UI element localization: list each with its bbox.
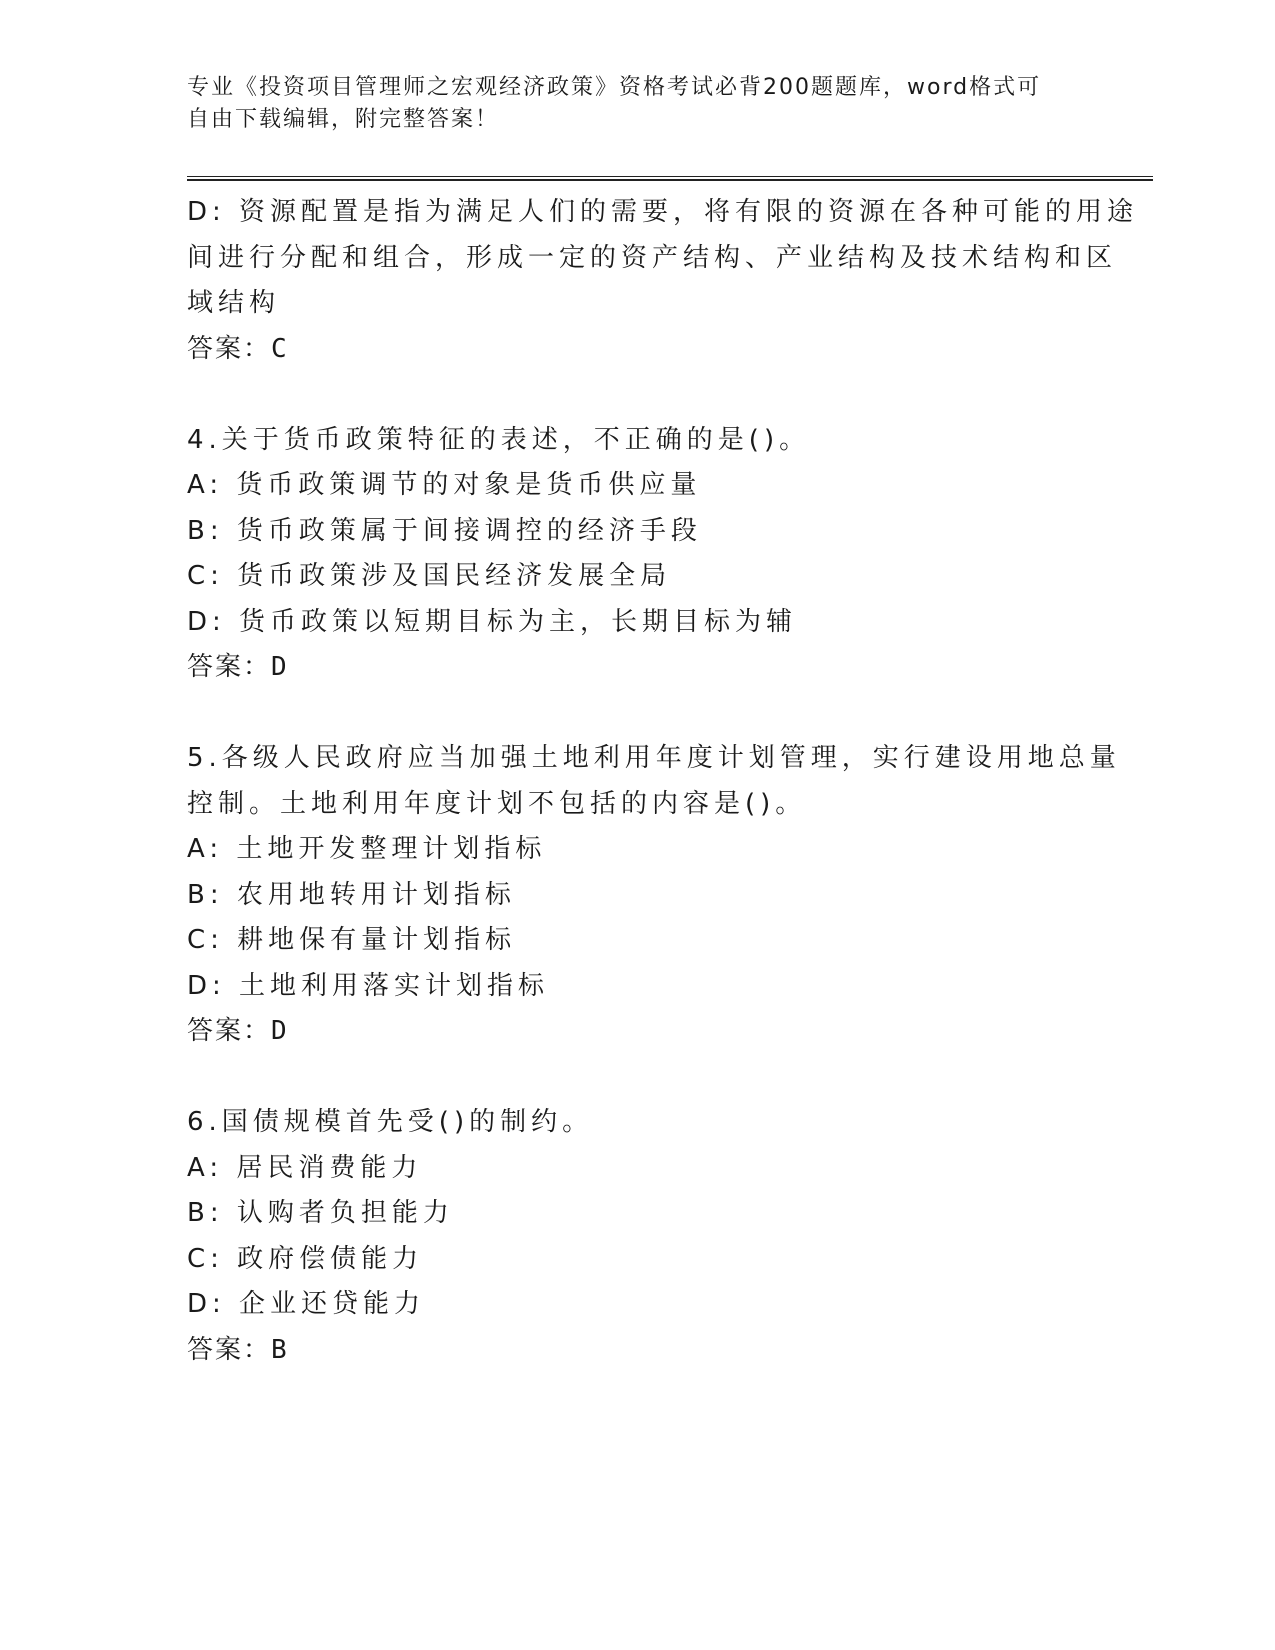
option-d-line-1: D: 资源配置是指为满足人们的需要，将有限的资源在各种可能的用途 bbox=[187, 197, 1139, 227]
option-d-line-3: 域结构 bbox=[187, 288, 281, 318]
header-divider bbox=[187, 176, 1153, 181]
answer-line: 答案：D bbox=[187, 1016, 289, 1046]
question-stem: 6.国债规模首先受()的制约。 bbox=[187, 1107, 594, 1137]
answer-line: 答案：D bbox=[187, 652, 289, 682]
spacer bbox=[187, 691, 1087, 737]
question-3-continuation bbox=[187, 190, 1139, 372]
option-a: A: 货币政策调节的对象是货币供应量 bbox=[187, 470, 702, 500]
question-6 bbox=[187, 1100, 1087, 1373]
option-b: B: 认购者负担能力 bbox=[187, 1198, 454, 1228]
spacer bbox=[187, 372, 1087, 418]
option-d: D: 企业还贷能力 bbox=[187, 1289, 426, 1319]
question-content bbox=[187, 190, 1139, 1373]
header-title-line-2: 自由下载编辑，附完整答案！ bbox=[187, 107, 500, 132]
spacer bbox=[187, 1055, 1087, 1101]
option-a: A: 土地开发整理计划指标 bbox=[187, 834, 547, 864]
answer-line: 答案：C bbox=[187, 333, 289, 364]
option-c: C: 货币政策涉及国民经济发展全局 bbox=[187, 561, 672, 591]
option-d: D: 土地利用落实计划指标 bbox=[187, 970, 550, 1001]
question-stem: 4.关于货币政策特征的表述，不正确的是()。 bbox=[187, 424, 811, 455]
option-c: C: 耕地保有量计划指标 bbox=[187, 925, 517, 955]
option-b: B: 农用地转用计划指标 bbox=[187, 879, 516, 910]
question-4 bbox=[187, 418, 1087, 691]
option-d-line-2: 间进行分配和组合，形成一定的资产结构、产业结构及技术结构和区 bbox=[187, 242, 1118, 273]
page-header bbox=[187, 72, 1067, 136]
header-title-line-1: 专业《投资项目管理师之宏观经济政策》资格考试必背200题题库，word格式可 bbox=[187, 75, 1042, 100]
option-a: A: 居民消费能力 bbox=[187, 1152, 423, 1183]
question-5 bbox=[187, 736, 1121, 1055]
question-stem-line-2: 控制。土地利用年度计划不包括的内容是()。 bbox=[187, 788, 807, 819]
option-d: D: 货币政策以短期目标为主，长期目标为辅 bbox=[187, 606, 798, 637]
question-stem-line-1: 5.各级人民政府应当加强土地利用年度计划管理，实行建设用地总量 bbox=[187, 743, 1121, 773]
option-c: C: 政府偿债能力 bbox=[187, 1243, 424, 1274]
option-b: B: 货币政策属于间接调控的经济手段 bbox=[187, 515, 702, 546]
answer-line: 答案：B bbox=[187, 1334, 289, 1365]
